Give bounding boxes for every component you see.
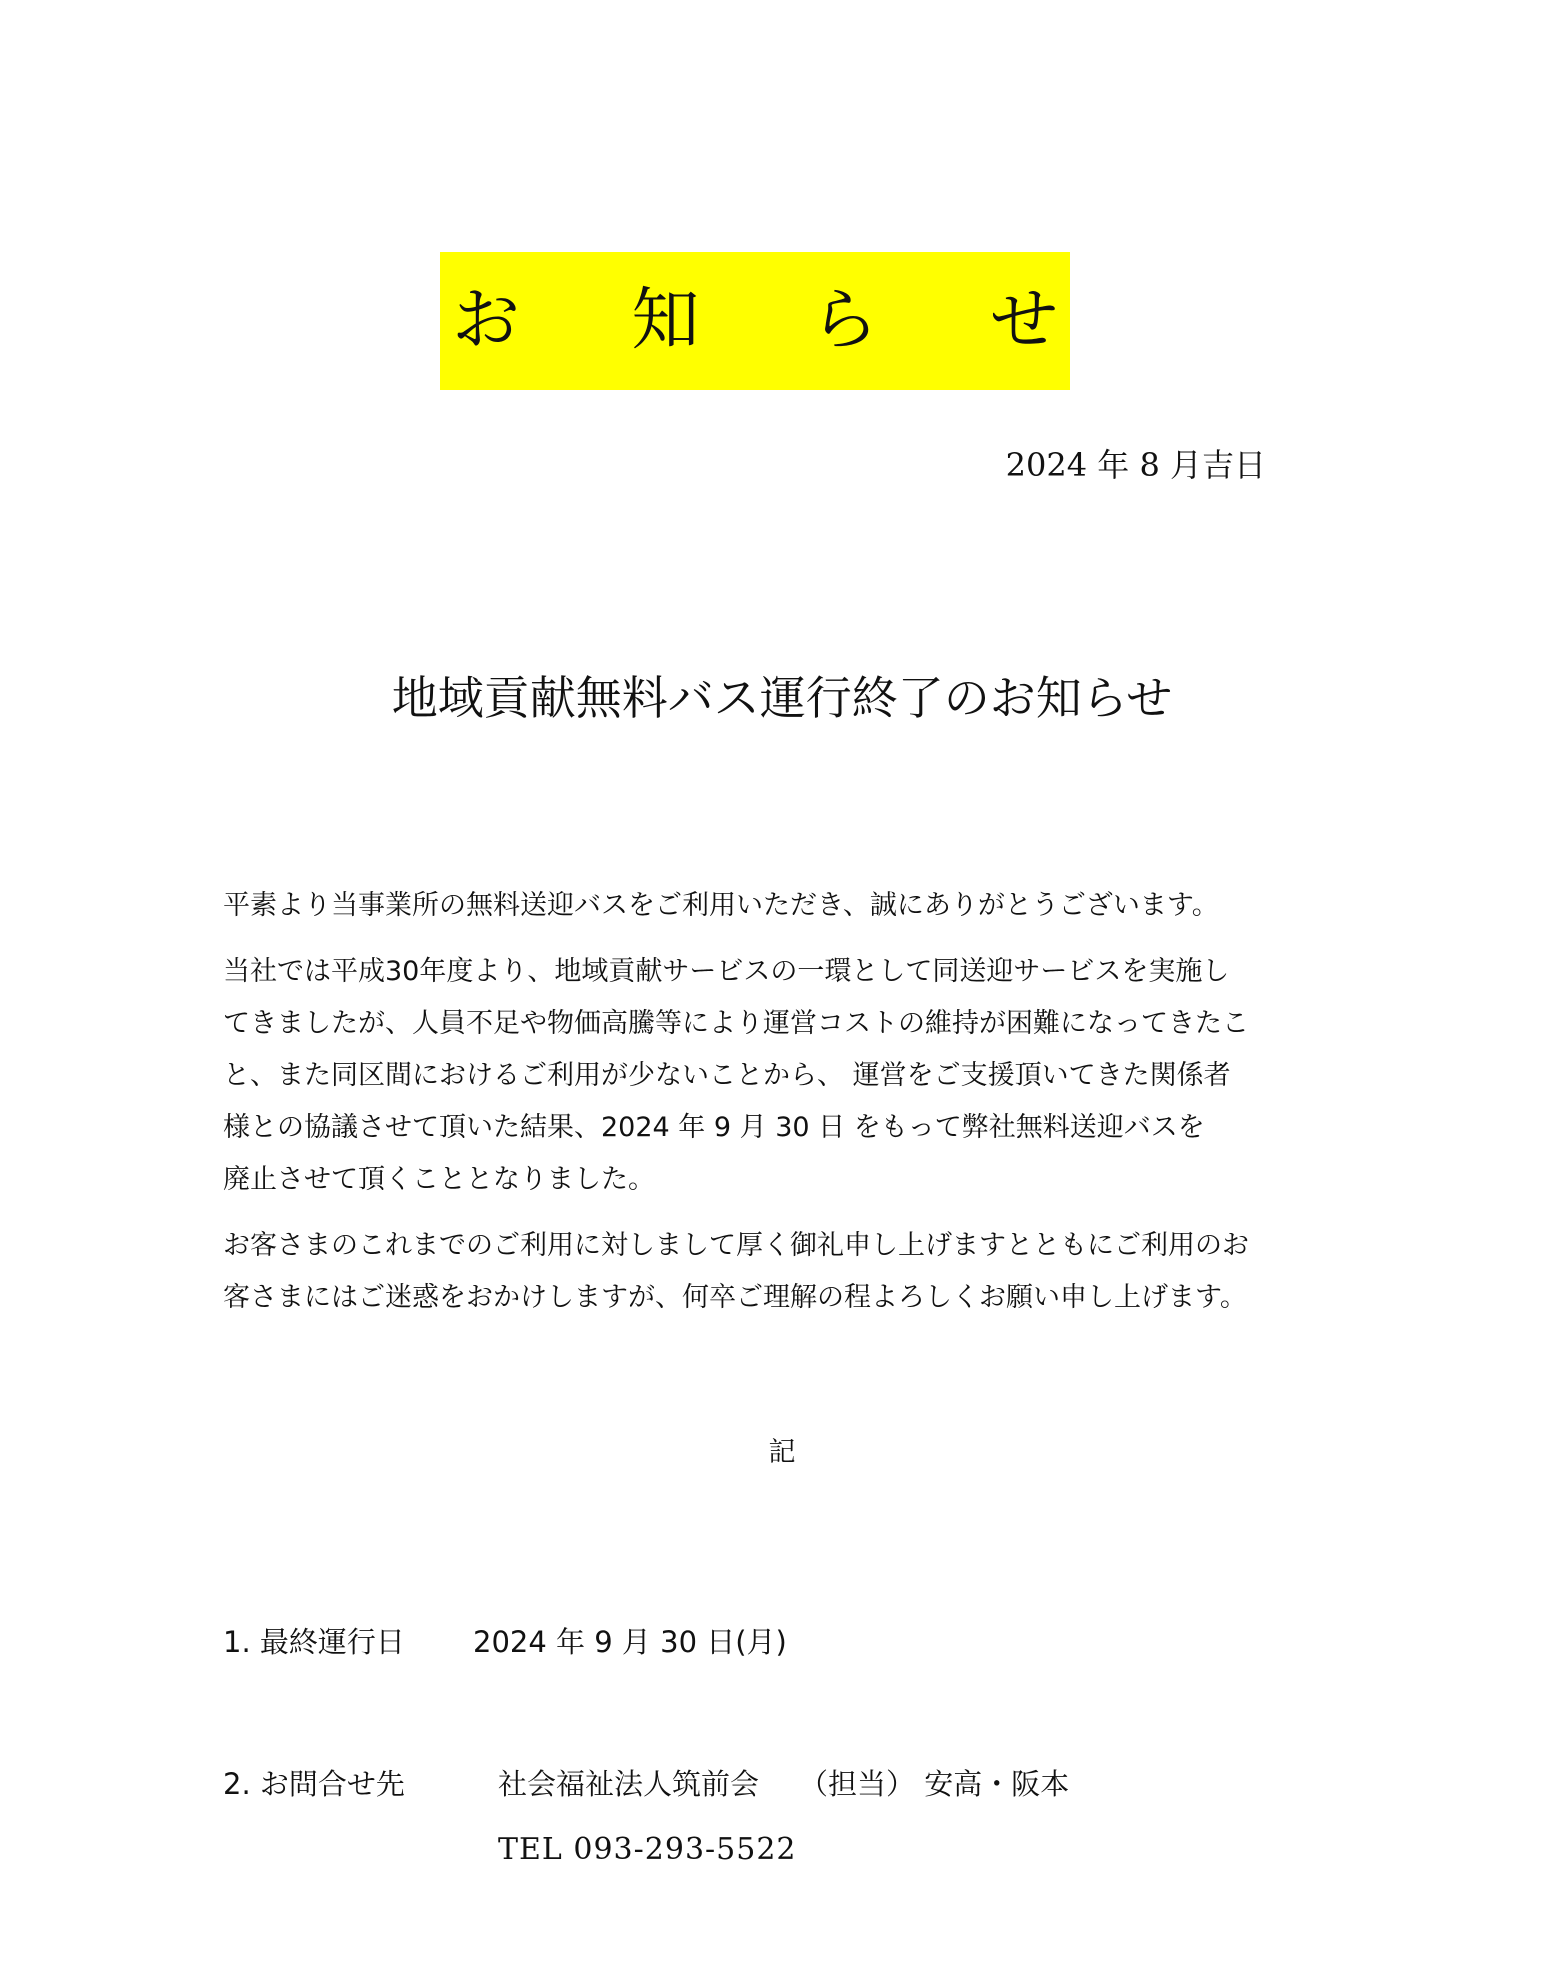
contact-organization: 社会福祉法人筑前会 bbox=[498, 1767, 760, 1801]
text-line: と、また同区間におけるご利用が少ないことから、 運営をご支援頂いてきた関係者 bbox=[223, 1060, 1231, 1091]
banner-char: せ bbox=[989, 281, 1058, 360]
notice-date: 2024 年 8 月吉日 bbox=[1005, 446, 1266, 484]
document-title: 地域貢献無料バス運行終了のお知らせ bbox=[391, 671, 1173, 725]
text-line: 当社では平成30年度より、地域貢献サービスの一環として同送迎サービスを実施し bbox=[223, 956, 1230, 987]
contact-staff: （担当） 安高・阪本 bbox=[799, 1767, 1070, 1801]
paragraph-announcement bbox=[223, 946, 1348, 1206]
banner-char: お bbox=[452, 281, 521, 360]
item-label: 2. お問合せ先 bbox=[223, 1767, 405, 1801]
text-line: 様との協議させて頂いた結果、2024 年 9 月 30 日 をもって弊社無料送迎バスを bbox=[223, 1112, 1205, 1143]
banner-char: 知 bbox=[631, 281, 700, 360]
text-line: お客さまのこれまでのご利用に対しまして厚く御礼申し上げますとともにご利用のお bbox=[223, 1230, 1249, 1261]
paragraph-greeting: 平素より当事業所の無料送迎バスをご利用いただき、誠にありがとうございます。 bbox=[223, 890, 1219, 921]
contact-phone: TEL 093-293-5522 bbox=[498, 1832, 797, 1867]
item-label: 1. 最終運行日 bbox=[223, 1625, 405, 1659]
notice-banner bbox=[440, 252, 1070, 390]
paragraph-thanks bbox=[223, 1220, 1348, 1324]
body-text bbox=[223, 880, 1348, 1338]
item-final-day bbox=[223, 1620, 787, 1661]
text-line: てきましたが、人員不足や物価高騰等により運営コストの維持が困難になってきたこ bbox=[223, 1008, 1249, 1039]
item-value: 2024 年 9 月 30 日(月) bbox=[473, 1625, 787, 1659]
banner-char: ら bbox=[810, 281, 879, 360]
text-line: 廃止させて頂くこととなりました。 bbox=[223, 1164, 655, 1195]
text-line: 客さまにはご迷惑をおかけしますが、何卒ご理解の程よろしくお願い申し上げます。 bbox=[223, 1282, 1247, 1313]
ki-heading: 記 bbox=[768, 1437, 796, 1468]
item-contact bbox=[223, 1762, 1069, 1803]
